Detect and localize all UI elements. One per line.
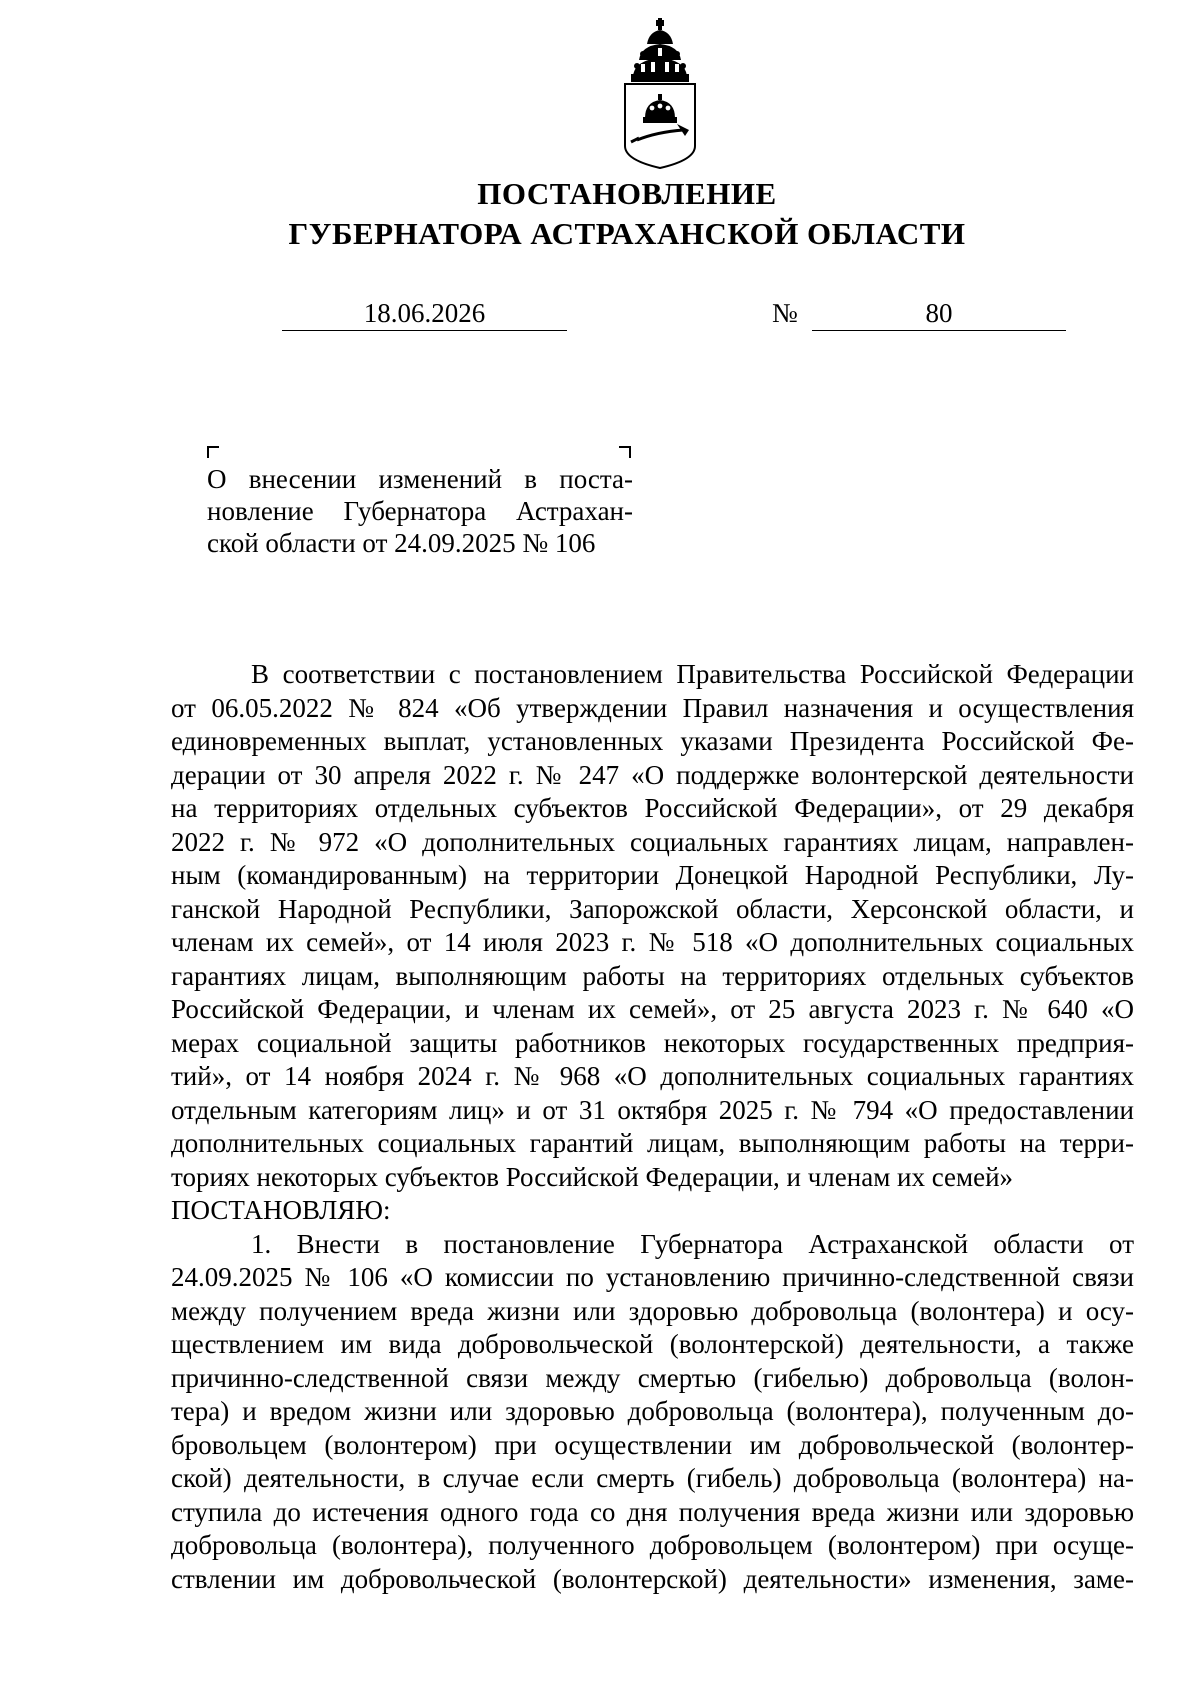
document-number: 80 (812, 296, 1066, 331)
body-line: между получением вреда жизни или здоровью добровольца (волонтера) и осу- (171, 1295, 1134, 1326)
subject-line: ской области от 24.09.2025 № 106 (207, 528, 596, 558)
body-line: ступила до истечения одного года со дня получения вреда жизни или здоровью (171, 1496, 1134, 1527)
resolution-keyword: ПОСТАНОВЛЯЮ: (171, 1195, 391, 1225)
document-date: 18.06.2026 (282, 296, 567, 331)
document-subject (207, 463, 633, 559)
subject-line: О внесении изменений в поста- (207, 464, 633, 494)
subject-corner-right (619, 446, 631, 458)
body-line: на территориях отдельных субъектов Российской Федерации», от 29 декабря (171, 793, 1134, 823)
body-line: ществлением им вида добровольческой (волонтерской) деятельности, а также (171, 1329, 1134, 1359)
body-line: ным (командированным) на территории Донецкой Народной Республики, Лу- (171, 860, 1134, 890)
subject-line: новление Губернатора Астрахан- (207, 496, 633, 526)
issuing-authority: ГУБЕРНАТОРА АСТРАХАНСКОЙ ОБЛАСТИ (288, 216, 966, 251)
body-line: дерации от 30 апреля 2022 г. № 247 «О поддержке волонтерской деятельности (171, 759, 1134, 790)
document-title: ПОСТАНОВЛЕНИЕ (477, 176, 777, 211)
body-line: 2022 г. № 972 «О дополнительных социальных гарантиях лицам, направлен- (171, 826, 1134, 857)
body-line: ской) деятельности, в случае если смерть (гибель) добровольца (волонтера) на- (171, 1463, 1134, 1493)
body-line: дополнительных социальных гарантий лицам, выполняющим работы на терри- (171, 1128, 1134, 1158)
body-line: ганской Народной Республики, Запорожской области, Херсонской области, и (171, 893, 1134, 924)
body-line: отдельным категориям лиц» и от 31 октября 2025 г. № 794 «О предоставлении (171, 1094, 1134, 1125)
body-line: гарантиях лицам, выполняющим работы на территориях отдельных субъектов (171, 960, 1134, 991)
body-line: ствлении им добровольческой (волонтерской) деятельности» изменения, заме- (171, 1563, 1134, 1594)
body-line: причинно-следственной связи между смертью (гибелью) добровольца (волон- (171, 1362, 1134, 1393)
subject-corner-left (207, 446, 219, 458)
body-line: тера) и вредом жизни или здоровью добровольца (волонтера), полученным до- (171, 1396, 1134, 1426)
body-line: бровольцем (волонтером) при осуществлении им добровольческой (волонтер- (171, 1429, 1134, 1460)
document-body (171, 658, 1134, 1596)
body-line: 1. Внести в постановление Губернатора Астраханской области от (251, 1228, 1134, 1259)
body-line: 24.09.2025 № 106 «О комиссии по установлению причинно-следственной связи (171, 1262, 1134, 1292)
body-line: мерах социальной защиты работников некоторых государственных предприя- (171, 1027, 1134, 1058)
body-line: добровольца (волонтера), полученного добровольцем (волонтером) при осуще- (171, 1530, 1134, 1560)
body-line: единовременных выплат, установленных указами Президента Российской Фе- (171, 726, 1134, 756)
body-line: тий», от 14 ноября 2024 г. № 968 «О дополнительных социальных гарантиях (171, 1061, 1134, 1091)
body-line: Российской Федерации, и членам их семей», от 25 августа 2023 г. № 640 «О (171, 994, 1134, 1024)
coat-of-arms-emblem (617, 18, 703, 170)
number-sign: № (772, 298, 798, 328)
body-line: ториях некоторых субъектов Российской Федерации, и членам их семей» (171, 1161, 1014, 1192)
body-line: членам их семей», от 14 июля 2023 г. № 518 «О дополнительных социальных (171, 927, 1134, 957)
body-line: от 06.05.2022 № 824 «Об утверждении Правил назначения и осуществления (171, 692, 1134, 723)
body-line: В соответствии с постановлением Правительства Российской Федерации (251, 659, 1134, 689)
